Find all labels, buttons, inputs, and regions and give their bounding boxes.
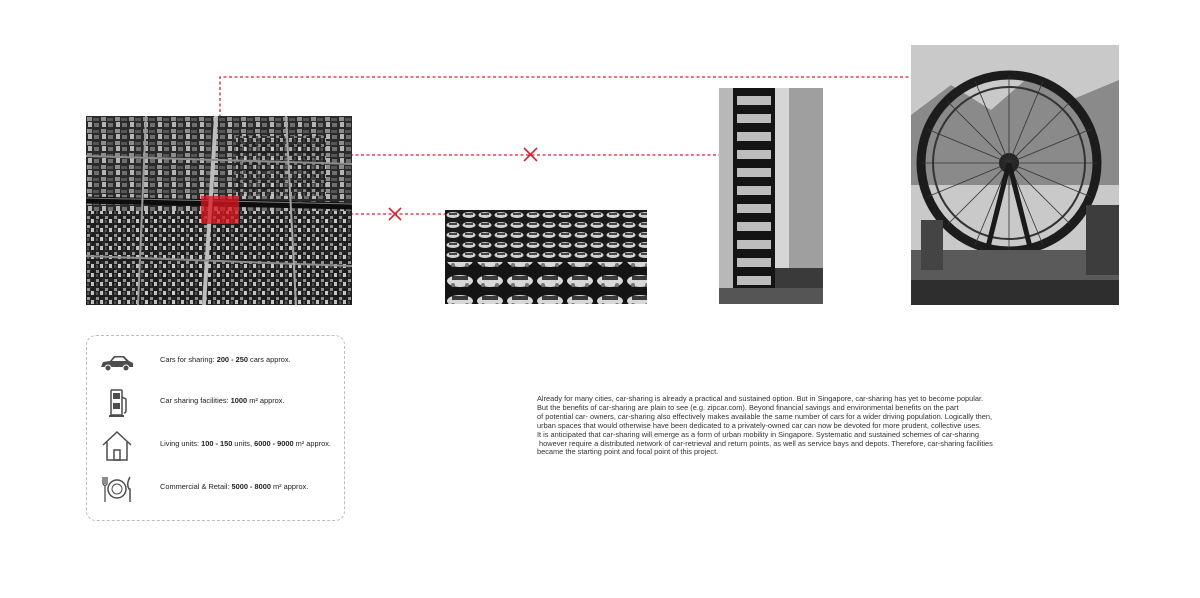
program-legend <box>86 335 345 521</box>
legend-mid: units, <box>234 439 253 448</box>
legend-label: Living units: <box>160 439 200 448</box>
legend-value: 100 - 150 <box>201 439 233 448</box>
legend-suffix: m² approx. <box>295 439 331 448</box>
description-line: It is anticipated that car-sharing will emerge as a form of urban mobility in Singapore. Systematic and sustained schemes of car-sharing <box>537 429 980 439</box>
legend-row-commercial <box>87 472 346 506</box>
description-line: became the starting point and focal point of this project. <box>537 447 719 457</box>
car-park-photo <box>445 210 647 304</box>
description-line: however require a distributed network of car-retrieval and return points, as well as service bays and depots. Therefore, car-sharing facilities <box>537 438 993 448</box>
legend-value: 1000 <box>230 396 248 405</box>
legend-suffix: m² approx. <box>249 396 285 405</box>
car-icon <box>99 345 135 379</box>
aerial-site-map <box>86 116 352 305</box>
legend-label: Car sharing facilities: <box>160 396 229 405</box>
project-description <box>537 395 1057 457</box>
description-line: urban spaces that would otherwise have been dedicated to a privately-owned car can now be devoted for more prudent, collective uses. <box>537 420 982 430</box>
legend-label: Commercial & Retail: <box>160 482 230 491</box>
description-line: But the benefits of car-sharing are plain to see (e.g. zipcar.com). Beyond financial savings and environmental benefits on the part <box>537 402 959 412</box>
house-icon <box>99 429 135 463</box>
description-line: Already for many cities, car-sharing is already a practical and sustained option. But in Singapore, car-sharing has yet to become popular. <box>537 394 984 403</box>
legend-row-living-units <box>87 429 346 463</box>
site-highlight <box>201 196 239 224</box>
dining-icon <box>99 472 135 506</box>
legend-label: Cars for sharing: <box>160 355 215 364</box>
car-tower-photo <box>719 88 823 304</box>
legend-value: 5000 - 8000 <box>231 482 271 491</box>
description-line: of potential car- owners, car-sharing also effectively makes available the same number of cars for a wider driving population. Logically then, <box>537 411 993 421</box>
cross-mark-upper <box>524 148 537 161</box>
legend-suffix: m² approx. <box>273 482 309 491</box>
legend-suffix: cars approx. <box>250 355 291 364</box>
legend-value-2: 6000 - 9000 <box>254 439 294 448</box>
legend-row-facilities <box>87 386 346 420</box>
legend-row-cars <box>87 345 346 379</box>
fuel-pump-icon <box>99 386 135 420</box>
legend-value: 200 - 250 <box>216 355 248 364</box>
ferris-wheel-engraving <box>911 45 1119 305</box>
